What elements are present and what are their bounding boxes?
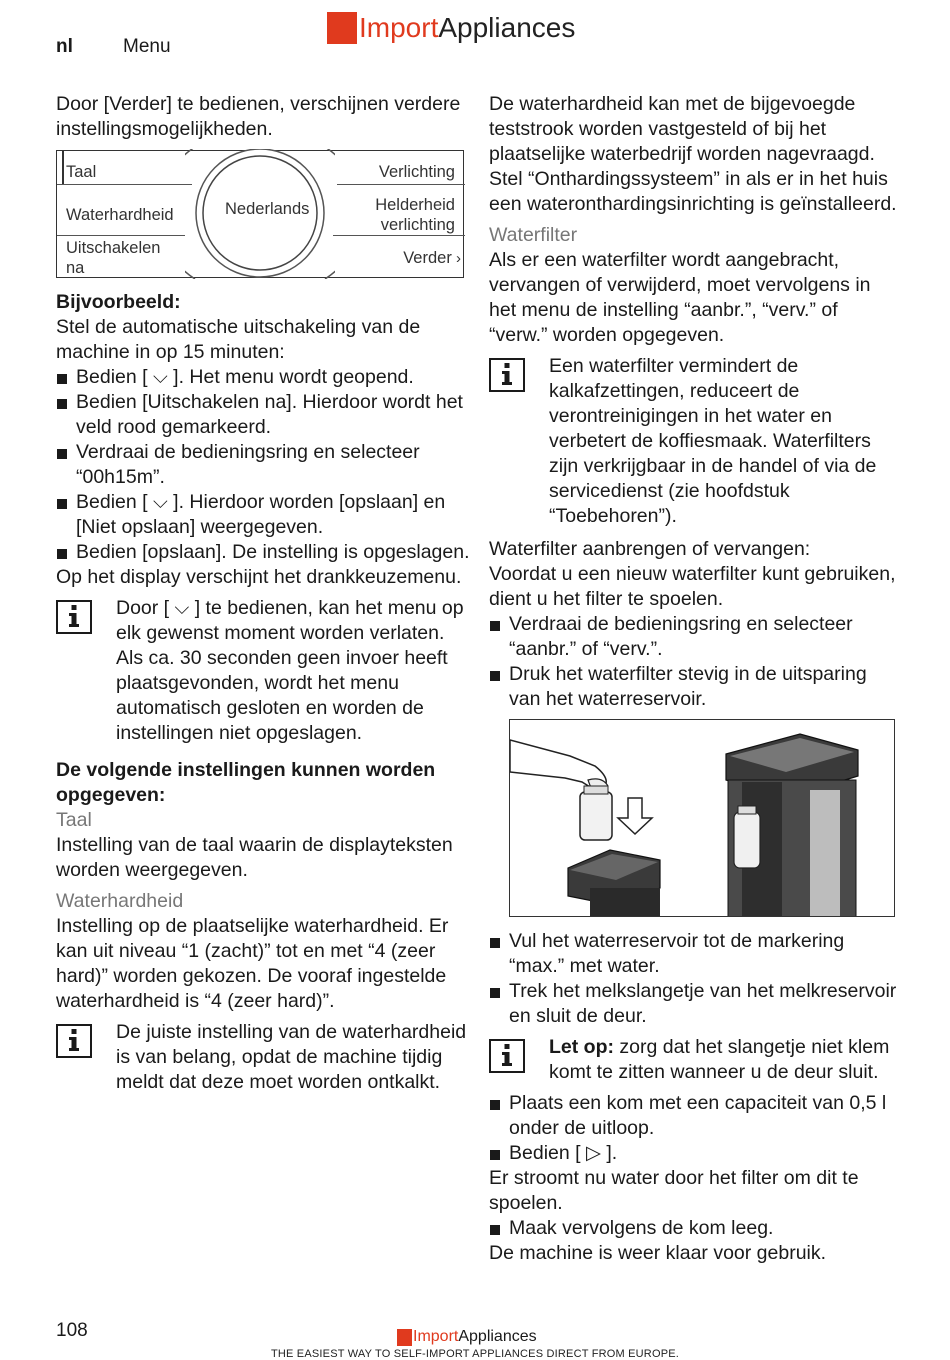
intro-text: Door [Verder] te bedienen, verschijnen verdere instellingsmogelijkheden. xyxy=(56,93,461,140)
logo-text-appliances: Appliances xyxy=(438,12,576,43)
selection-marker xyxy=(62,151,64,184)
right-content-bottom xyxy=(489,929,899,1266)
footer-logo[interactable] xyxy=(397,1328,537,1346)
info-text: Door [ ⌵ ] te bedienen, kan het menu op elk gewenst moment worden verlaten. Als ca. 30 seconden geen invoer heeft plaatsgevonden, wordt het menu automatisch gesloten en worden de instellingen niet opgeslagen. xyxy=(116,597,464,744)
step-item: Bedien [opslaan]. De instelling is opgeslagen. xyxy=(56,540,470,565)
language-code: nl xyxy=(56,36,73,57)
info-note xyxy=(489,1035,899,1085)
info-text: Een waterfilter vermindert de kalkafzettingen, reduceert de verontreinigingen in het water en verbetert de koffiesmaak. Waterfilters zijn verkrijgbaar in de handel of via de servicedienst (zie hoofdstuk “Toebehoren”). xyxy=(549,355,877,527)
display-item-taal: Taal xyxy=(66,163,97,181)
right-content-top xyxy=(489,92,899,712)
flow-text: Er stroomt nu water door het filter om dit te spoelen. xyxy=(489,1167,859,1214)
step-item: Druk het waterfilter stevig in de uitsparing van het waterreservoir. xyxy=(489,662,899,712)
display-illustration xyxy=(56,150,464,278)
info-note xyxy=(489,354,899,529)
info-note xyxy=(56,596,470,746)
chevron-right-icon: › xyxy=(451,250,461,267)
logo-text-import: Import xyxy=(413,1328,459,1345)
info-icon xyxy=(489,1039,525,1073)
left-column xyxy=(56,92,466,142)
info-icon xyxy=(56,600,92,634)
setting-text-taal: Instelling van de taal waarin de displayteksten worden weergegeven. xyxy=(56,834,453,881)
info-text: Let op: zorg dat het slangetje niet klem komt te zitten wanneer u de deur sluit. xyxy=(549,1036,890,1083)
ready-text: De machine is weer klaar voor gebruik. xyxy=(489,1242,827,1264)
display-item-uitschakelen: Uitschakelen na xyxy=(66,239,161,277)
logo-text-import: Import xyxy=(359,12,439,43)
brand-logo[interactable] xyxy=(327,10,575,46)
left-content xyxy=(56,290,470,1095)
step-item: Bedien [ ⌵ ]. Het menu wordt geopend. xyxy=(56,365,470,390)
page-number: 108 xyxy=(56,1320,88,1341)
step-item: Verdraai de bedieningsring en selecteer “00h15m”. xyxy=(56,440,470,490)
waterhardness-text: De waterhardheid kan met de bijgevoegde teststrook worden vastgesteld of bij het plaatselijke waterbedrijf worden nagevraagd. Stel “Onthardingssysteem” in als er in het huis een wateronthardingsinrichting is geïnstalleerd. xyxy=(489,93,897,215)
waterfilter-illustration xyxy=(509,719,895,917)
info-note xyxy=(56,1020,470,1095)
section-title: Menu xyxy=(123,36,171,57)
setting-text-waterhardheid: Instelling op de plaatselijke waterhardheid. Er kan uit niveau “1 (zacht)” tot en met “4 (zeer hard)” worden gekozen. De vooraf ingestelde waterhardheid is “4 (zeer hard)”. xyxy=(56,915,449,1012)
step-item: Maak vervolgens de kom leeg. xyxy=(489,1216,899,1241)
footer-tagline: THE EASIEST WAY TO SELF-IMPORT APPLIANCES DIRECT FROM EUROPE. xyxy=(270,1348,680,1360)
step-item: Verdraai de bedieningsring en selecteer “aanbr.” of “verv.”. xyxy=(489,612,899,662)
step-item: Trek het melkslangetje van het melkreservoir en sluit de deur. xyxy=(489,979,899,1029)
step-item: Vul het waterreservoir tot de markering “max.” met water. xyxy=(489,929,899,979)
step-item: Bedien [ ⌵ ]. Hierdoor worden [opslaan] en [Niet opslaan] weergegeven. xyxy=(56,490,470,540)
filter-rinse-text: Voordat u een nieuw waterfilter kunt gebruiken, dient u het filter te spoelen. xyxy=(489,563,896,610)
info-icon xyxy=(56,1024,92,1058)
logo-square-icon xyxy=(327,12,357,44)
step-item: Bedien [ ▷ ]. xyxy=(489,1141,899,1166)
step-item: Plaats een kom met een capaciteit van 0,5 l onder de uitloop. xyxy=(489,1091,899,1141)
logo-text-appliances: Appliances xyxy=(458,1328,537,1345)
setting-text-waterfilter: Als er een waterfilter wordt aangebracht, vervangen of verwijderd, moet vervolgens in het menu de instelling “aanbr.”, “verv.” of “verw.” worden opgegeven. xyxy=(489,249,871,346)
filter-install-heading: Waterfilter aanbrengen of vervangen: xyxy=(489,538,811,560)
after-steps-text: Op het display verschijnt het drankkeuzemenu. xyxy=(56,566,462,588)
display-item-verlichting: Verlichting xyxy=(378,163,455,181)
display-item-helderheid: Helderheid verlichting xyxy=(375,196,455,234)
display-center-value: Nederlands xyxy=(225,200,310,218)
logo-square-icon xyxy=(397,1329,412,1346)
example-text: Stel de automatische uitschakeling van de machine in op 15 minuten: xyxy=(56,316,421,363)
display-item-verder: Verder › xyxy=(403,249,461,267)
step-item: Bedien [Uitschakelen na]. Hierdoor wordt het veld rood gemarkeerd. xyxy=(56,390,470,440)
settings-heading: De volgende instellingen kunnen worden opgegeven: xyxy=(56,759,436,806)
setting-title-waterhardheid: Waterhardheid xyxy=(56,890,184,912)
info-icon xyxy=(489,358,525,392)
setting-title-waterfilter: Waterfilter xyxy=(489,224,578,246)
setting-title-taal: Taal xyxy=(56,809,92,831)
info-text: De juiste instelling van de waterhardheid is van belang, opdat de machine tijdig meldt dat deze moet worden ontkalkt. xyxy=(116,1021,467,1093)
example-heading: Bijvoorbeeld: xyxy=(56,291,181,313)
display-item-waterhardheid: Waterhardheid xyxy=(66,206,174,224)
